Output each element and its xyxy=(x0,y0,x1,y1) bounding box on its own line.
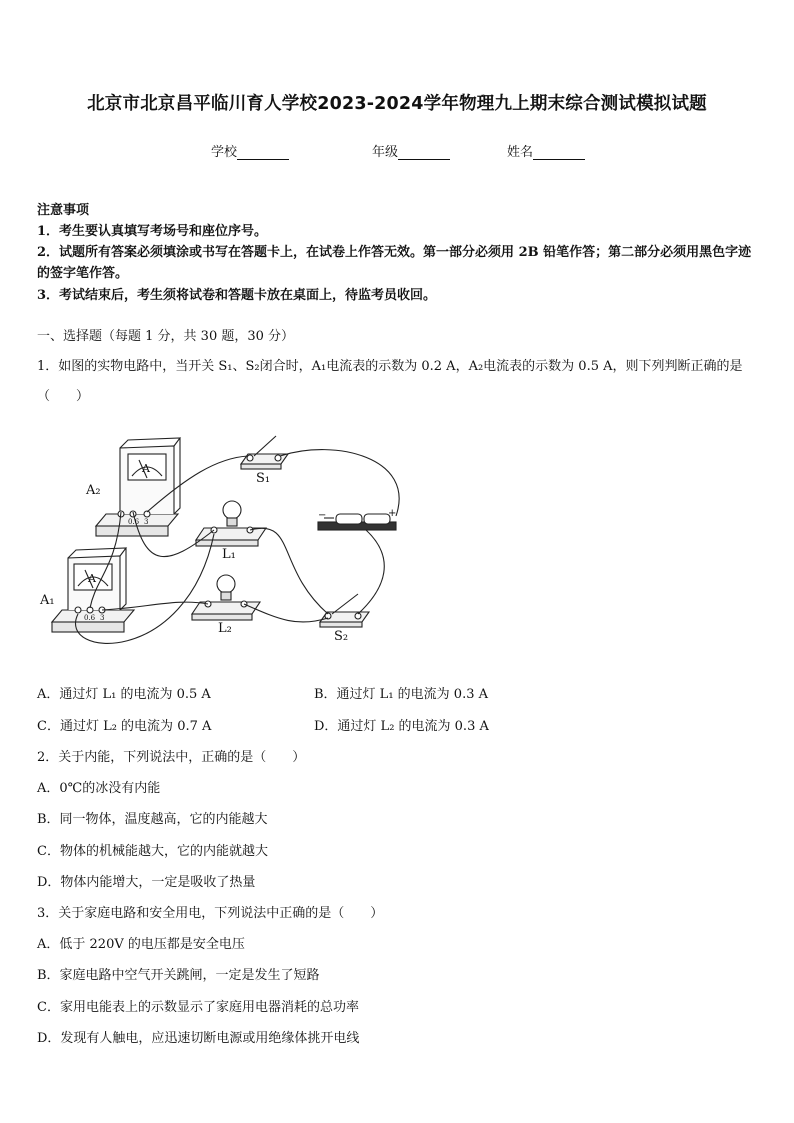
q1-option-c: C．通过灯 L₂ 的电流为 0.7 A xyxy=(37,719,212,734)
q3-option-d: D．发现有人触电，应迅速切断电源或用绝缘体挑开电线 xyxy=(37,1031,360,1046)
q2-option-c: C．物体的机械能越大，它的内能就越大 xyxy=(37,844,268,859)
notice-item-2: 2．试题所有答案必须填涂或书写在答题卡上，在试卷上作答无效。第一部分必须用 2B 铅笔作答；第二部分必须用黑色字迹的签字笔作答。 xyxy=(37,245,752,281)
notice-heading: 注意事项 xyxy=(37,203,90,218)
notice-item-1: 1．考生要认真填写考场号和座位序号。 xyxy=(37,224,268,239)
a2-scale-low: 0.6 xyxy=(128,518,140,526)
lamp-l2 xyxy=(192,575,260,620)
battery-plus: + xyxy=(388,508,397,519)
a1-scale-low: 0.6 xyxy=(84,614,96,622)
name-label: 姓名 xyxy=(507,145,534,160)
q2-option-a: A．0℃的冰没有内能 xyxy=(37,781,161,796)
label-s2: S₂ xyxy=(334,629,349,644)
name-field xyxy=(507,141,585,160)
q2-stem: 2．关于内能，下列说法中，正确的是（ ） xyxy=(37,750,306,765)
notice-item-3: 3．考试结束后，考生须将试卷和答题卡放在桌面上，待监考员收回。 xyxy=(37,288,437,303)
q1-option-b: B．通过灯 L₁ 的电流为 0.3 A xyxy=(314,687,488,702)
lamp-l1 xyxy=(196,501,266,546)
label-l2: L₂ xyxy=(218,621,232,636)
meter-a1-symbol: A xyxy=(88,572,96,585)
q1-option-a: A．通过灯 L₁ 的电流为 0.5 A xyxy=(37,687,211,702)
grade-label: 年级 xyxy=(372,145,399,160)
school-label: 学校 xyxy=(211,145,238,160)
school-field xyxy=(211,141,289,160)
switch-s1 xyxy=(241,436,288,469)
q3-option-a: A．低于 220V 的电压都是安全电压 xyxy=(37,937,245,952)
label-a2: A₂ xyxy=(86,483,101,498)
battery-minus: − xyxy=(318,510,327,521)
battery-pack xyxy=(318,514,396,530)
q1-stem: 1．如图的实物电路中，当开关 S₁、S₂闭合时，A₁电流表的示数为 0.2 A，A₂电流表的示数为 0.5 A，则下列判断正确的是（ ） xyxy=(37,359,743,404)
q3-stem: 3．关于家庭电路和安全用电，下列说法中正确的是（ ） xyxy=(37,906,384,921)
page-title: 北京市北京昌平临川育人学校2023-2024学年物理九上期末综合测试模拟试题 xyxy=(87,94,707,114)
q1-option-d: D．通过灯 L₂ 的电流为 0.3 A xyxy=(314,719,489,734)
label-l1: L₁ xyxy=(222,547,236,562)
a2-scale-high: 3 xyxy=(144,518,149,526)
section-heading: 一、选择题（每题 1 分，共 30 题，30 分） xyxy=(37,329,295,344)
q3-option-c: C．家用电能表上的示数显示了家庭用电器消耗的总功率 xyxy=(37,1000,359,1015)
grade-field xyxy=(372,141,450,160)
q2-option-b: B．同一物体，温度越高，它的内能越大 xyxy=(37,812,268,827)
label-s1: S₁ xyxy=(256,471,271,486)
name-blank xyxy=(533,147,585,160)
circuit-diagram xyxy=(36,418,446,668)
a1-scale-high: 3 xyxy=(100,614,105,622)
q2-option-d: D．物体内能增大，一定是吸收了热量 xyxy=(37,875,256,890)
school-blank xyxy=(237,147,289,160)
grade-blank xyxy=(398,147,450,160)
q3-option-b: B．家庭电路中空气开关跳闸，一定是发生了短路 xyxy=(37,968,320,983)
label-a1: A₁ xyxy=(40,593,55,608)
meter-a2-symbol: A xyxy=(142,462,150,475)
